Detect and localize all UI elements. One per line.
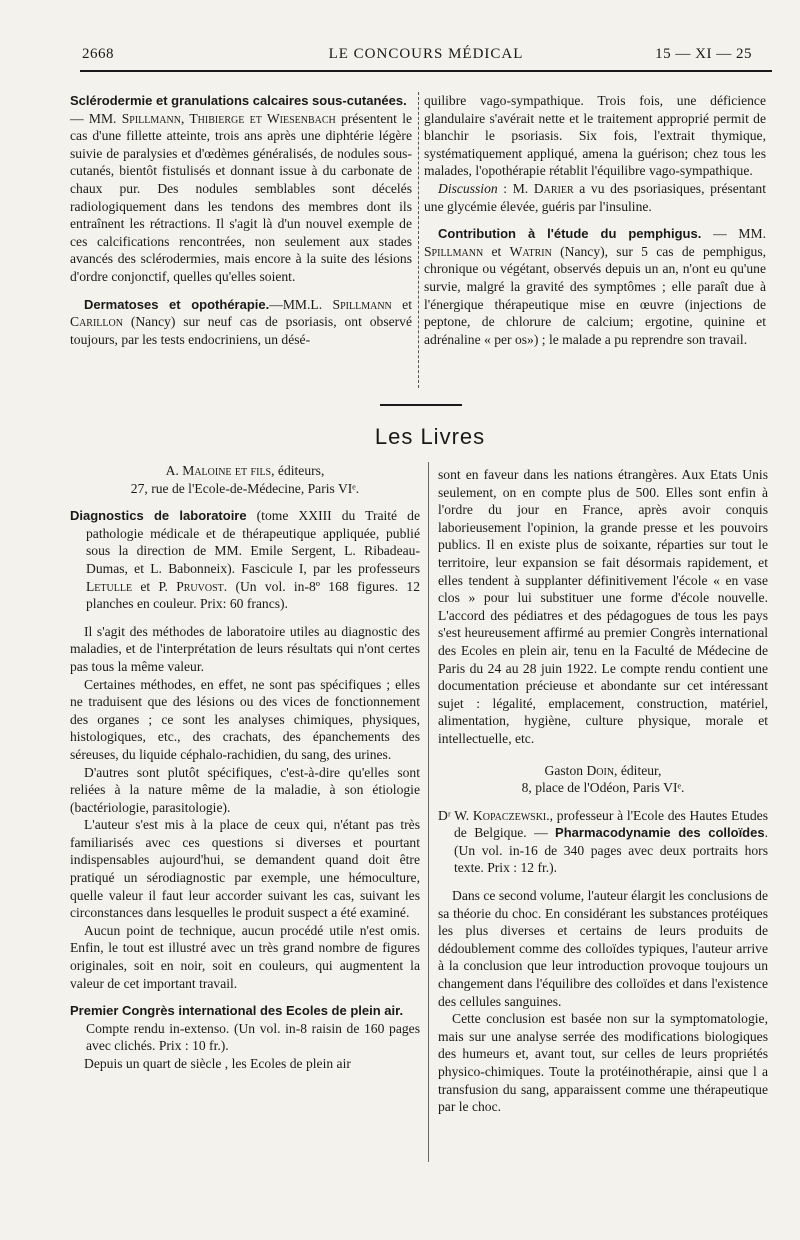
section-title: Les Livres — [374, 424, 486, 449]
header-rule — [80, 70, 772, 72]
paragraph: Il s'agit des méthodes de laboratoire utiles au diagnostic des maladies, et de l'interprétation de leurs résultats qui n'ont certes pas tous la même valeur. — [70, 623, 420, 674]
paragraph: sont en faveur dans les nations étrangères. Aux Etats Unis seulement, on en compte plus de 500. Elles sont enfin à l'ordre du jour en France, après avoir conquis laborieusement l'opinion, la grande presse et les pouvoirs publics. Il en existe plus de soixante, réparties sur tout le territoire, leur expansion se fait désormais rapidement, et elles tendent à supplanter définitivement l'école « en vase clos » pour lui substituer une forme d'école nouvelle. L'accord des pédiatres et des pédagogues de tous les pays s'est heureusement affirmé au premier Congrès international des Ecoles en plein air, tenu en la Faculté de Médecine de Paris du 24 au 28 juin 1922. Le compte rendu contient une documentation précieuse et abondante sur cet intéressant sujet : légalité, emplacement, construction, matériel, alimentation, hygiène, culture physique, morale et intellectuelle, etc. — [438, 467, 768, 746]
column-divider — [418, 92, 419, 388]
publisher-address: 27, rue de l'Ecole-de-Médecine, Paris VIᵉ. — [130, 480, 360, 496]
author-name: Spillmann — [424, 243, 484, 259]
book-title: Diagnostics de laboratoire — [70, 508, 247, 524]
bottom-right-column — [438, 466, 768, 1116]
top-right-column — [424, 92, 766, 348]
publisher: Gaston Doin, éditeur, 8, place de l'Odéon, Paris VIᵉ. — [521, 762, 685, 796]
paragraph: Dans ce second volume, l'auteur élargit les conclusions de sa théorie du choc. En considérant les substances protéiques les plus diverses et certains de leurs produits de dédoublement comme des colloïdes typiques, l'auteur arrive à la conclusion que leur introduction provoque toujours un changement dans l'équilibre des colloïdes et dans l'existence des cellules sanguines. — [438, 888, 768, 1009]
article-title: Sclérodermie et granulations calcaires sous-cutanées. — [70, 93, 407, 108]
paragraph: D'autres sont plutôt spécifiques, c'est-à-dire qu'elles sont reliées à la nature même de la maladie, à son étiologie (bactériologie, parasitologie). — [70, 764, 420, 815]
article-title: Dermatoses et opothérapie. — [84, 296, 270, 312]
author-name: Carillon — [70, 314, 123, 330]
author-name: Pruvost — [176, 578, 224, 594]
book-entry: Dʳ W. Kopaczewski., professeur à l'Ecole des Hautes Etudes de Belgique. — Pharmacodynamie des colloïdes. (Un vol. in-16 de 340 pages avec deux portraits hors texte. Prix : 12 fr.). — [438, 807, 768, 876]
issue-date: 15 — XI — 25 — [655, 46, 752, 62]
column-divider — [428, 462, 429, 1162]
page-number: 2668 — [82, 46, 114, 62]
publisher-name: A. Maloine et fils — [165, 463, 272, 478]
article-dermatoses: Dermatoses et opothérapie.—MM.L. Spillmann et Carillon (Nancy) sur neuf cas de psoriasis, ont observé toujours, par les tests endocriniens, un désé- — [70, 296, 412, 347]
publisher-address: 8, place de l'Odéon, Paris VIᵉ. — [521, 780, 685, 796]
paragraph: quilibre vago-sympathique. Trois fois, une déficience glandulaire s'avérait nette et le traitement approprié permit de blanchir le psoriasis. Six fois, l'extrait thymique, systématiquement appliqué, amena la guérison; chez tous les malades, l'opothérapie rétablit l'équilibre vago-sympathique. — [424, 93, 766, 179]
top-left-column — [70, 92, 412, 348]
page-header — [82, 46, 770, 72]
author-name: Watrin — [509, 243, 552, 259]
discussion-label: Discussion — [438, 180, 498, 196]
publisher-name: Doin — [586, 762, 615, 778]
paragraph: L'auteur s'est mis à la place de ceux qui, n'étant pas très familiarisés avec ces questions si diverses et pourtant indispensables aujourd'hui, se demandent quand doit être pratiqué un sérodiagnostic par exemple, une hémoculture, quelle valeur il faut leur accorder suivant les cas, suivant les circonstances dans lesquelles le produit suspect a été examiné. — [70, 817, 420, 921]
author-name: Darier — [533, 180, 574, 196]
section-rule — [380, 404, 462, 406]
author-name: Letulle — [86, 578, 133, 594]
paragraph: Depuis un quart de siècle , les Ecoles de plein air — [84, 1056, 351, 1071]
book-entry: Diagnostics de laboratoire (tome XXIII du Traité de pathologie médicale et de thérapeutique appliquée, publié sous la direction de MM. Emile Sergent, L. Ribadeau-Dumas, et L. Babonneix). Fascicule I, par les professeurs Letulle et P. Pruvost. (Un vol. in-8º 168 figures. 12 planches en couleur. Prix: 60 francs). — [70, 508, 420, 612]
paragraph: Cette conclusion est basée non sur la symptomatologie, mais sur une analyse serrée des modifications biologiques des humeurs et, avant tout, sur celles de leurs propriétés physico-chimiques. Toute la protéinothérapie, ainsi que l a transfusion du sang, apparaissent comme une thérapeutique par le choc. — [438, 1011, 768, 1115]
paragraph: Certaines méthodes, en effet, ne sont pas spécifiques ; elles ne traduisent que des lésions ou des vices de fonctionnement des organes ; ce sont les analyses chimiques, physiques, histologiques, etc., des crachats, des épanchements des séreuses, du liquide céphalo-rachidien, du sang, des urines. — [70, 676, 420, 762]
book-title: Premier Congrès international des Ecoles de plein air. — [70, 1003, 404, 1019]
article-sclerodermie: Sclérodermie et granulations calcaires sous-cutanées. — MM. Spillmann, Thibierge et Wiesenbach présentent le cas d'une fillette atteinte, trois ans après une diphtérie légère suivie de paralysies et d'œdèmes généralisés, de nodules sous-cutanés, bientôt fistulisés et donnant issue à du carbonate de chaux pur. Des nodules semblables sont décelés radiologiquement dans les tendons des membres dont ils entraînent les rétractions. Il s'agit là d'un nouvel exemple de ces calcifications rencontrées, non seulement aux stades avancés des sclérodermies, mais encore à la suite des lésions d'ordre conjonctif, quelles qu'elles soient. — [70, 93, 413, 284]
author-names: Spillmann, Thibierge et Wiesenbach — [121, 110, 336, 126]
discussion: Discussion : M. Darier a vu des psoriasiques, présentant une glycémie élevée, guéris par l'insuline. — [424, 180, 766, 214]
paragraph: Aucun point de technique, aucun procédé utile n'est omis. Enfin, le tout est illustré avec un très grand nombre de figures originales, soit en noir, soit en couleurs, qui augmentent la valeur de cet important travail. — [70, 922, 420, 991]
article-title: Contribution à l'étude du pemphigus. — [438, 226, 702, 242]
author-name: Spillmann — [332, 296, 392, 312]
bottom-left-column — [70, 462, 420, 1073]
publisher: A. Maloine et fils, éditeurs, 27, rue de l'Ecole-de-Médecine, Paris VIᵉ. — [130, 463, 360, 496]
author-name: Kopaczewski — [472, 807, 547, 823]
book-title: Pharmacodynamie des colloïdes — [555, 825, 765, 841]
article-pemphigus: Contribution à l'étude du pemphigus. — MM. Spillmann et Watrin (Nancy), sur 5 cas de pemphigus, chronique ou végétant, observés depuis un an, n'ont eu qu'une survie, malgré la gravité des symptômes ; elle paraît due à l'énergique thérapeutique mise en œuvre (injections de peptone, de chlorure de calcium; ergotine, quinine et adrénaline « per os») ; le malade a pu reprendre son travail. — [424, 226, 767, 347]
journal-title: LE CONCOURS MÉDICAL — [328, 46, 524, 62]
book-entry: Premier Congrès international des Ecoles de plein air. Compte rendu in-extenso. (Un vol. in-8 raisin de 160 pages avec clichés. Prix : 10 fr.). — [70, 1003, 420, 1054]
